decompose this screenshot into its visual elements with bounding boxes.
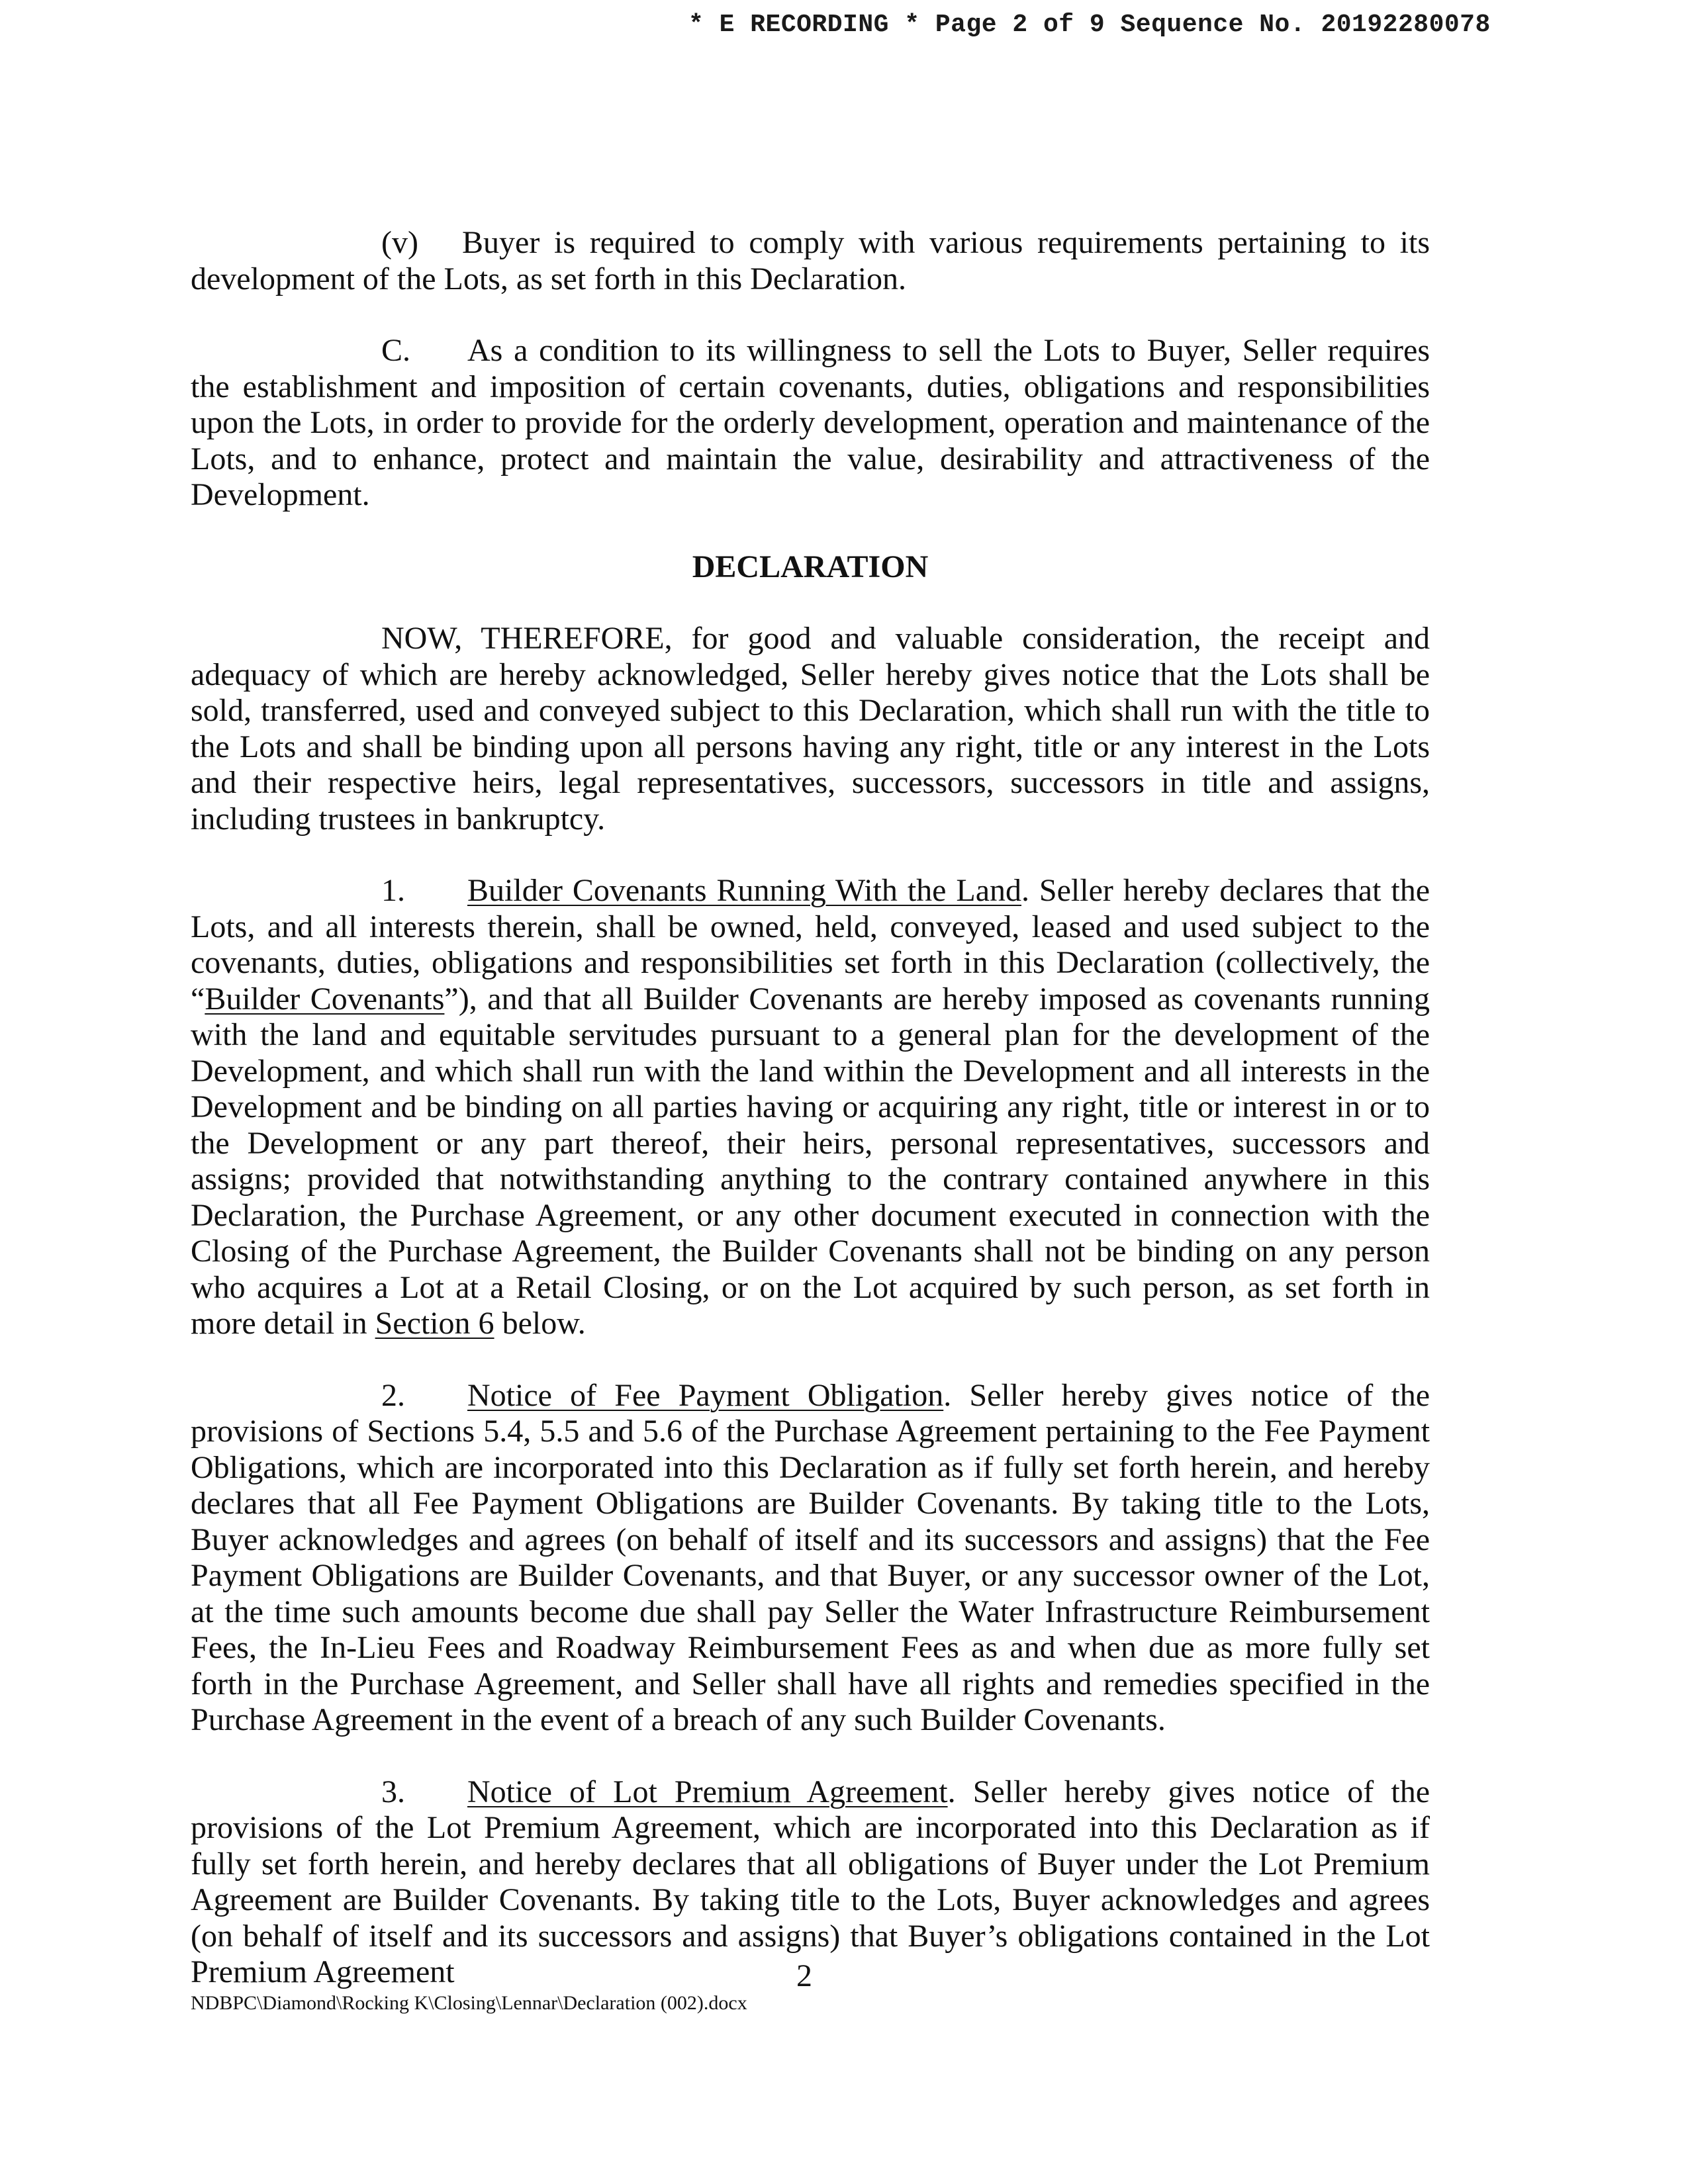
recital-v: [191, 225, 1430, 297]
section-1-number: 1.: [381, 873, 405, 908]
section-1-text-b: ”), and that all Builder Covenants are hereby imposed as covenants running with the land and equitable servitudes pursuant to a general plan for the development of the Development, and which shall run with the land within the Development and all interests in the Development and be binding on all parties having or acquiring any right, title or interest in or to the Development or any part thereof, their heirs, personal representatives, successors and assigns; provided that notwithstanding anything to the contrary contained anywhere in this Declaration, the Purchase Agreement, or any other document executed in connection with the Closing of the Purchase Agreement, the Builder Covenants shall not be binding on any person who acquires a Lot at a Retail Closing, or on the Lot acquired by such person, as set forth in more detail in: [191, 981, 1430, 1341]
section-2: [191, 1378, 1430, 1739]
recital-v-text: Buyer is required to comply with various requirements pertaining to its development of the Lots, as set forth in this Declaration.: [191, 225, 1430, 296]
section-1-defined-term: Builder Covenants: [205, 981, 445, 1017]
section-3-text: . Seller hereby gives notice of the provisions of the Lot Premium Agreement, which are incorporated into this Declaration as if fully set forth herein, and hereby declares that all obligations of Buyer under the Lot Premium Agreement are Builder Covenants. By taking title to the Lots, Buyer acknowledges and agrees (on behalf of itself and its successors and assigns) that Buyer’s obligations contained in the Lot Premium Agreement: [191, 1774, 1430, 1989]
section-1-text-a: . Seller hereby declares that the Lots, and all interests therein, shall be owned, held, conveyed, leased and used subject to the covenants, duties, obligations and responsibilities set forth in this Declaration (collectively, the “: [191, 873, 1430, 1017]
recital-c-marker: C.: [381, 333, 411, 368]
section-1-text-c: below.: [494, 1306, 586, 1341]
section-3-title: Notice of Lot Premium Agreement: [467, 1774, 948, 1809]
recital-c-text: As a condition to its willingness to sell the Lots to Buyer, Seller requires the establishment and imposition of certain covenants, duties, obligations and responsibilities upon the Lots, in order to provide for the orderly development, operation and maintenance of the Lots, and to enhance, protect and maintain the value, desirability and attractiveness of the Development.: [191, 333, 1430, 512]
section-2-title: Notice of Fee Payment Obligation: [467, 1377, 944, 1413]
section-1-title: Builder Covenants Running With the Land: [467, 873, 1022, 908]
recital-c: [191, 333, 1430, 514]
section-3-number: 3.: [381, 1774, 405, 1809]
now-therefore-text: NOW, THEREFORE, for good and valuable consideration, the receipt and adequacy of which are hereby acknowledged, Seller hereby gives notice that the Lots shall be sold, transferred, used and conveyed subject to this Declaration, which shall run with the title to the Lots and shall be binding upon all persons having any right, title or any interest in the Lots and their respective heirs, legal representatives, successors, successors in title and assigns, including trustees in bankruptcy.: [191, 621, 1430, 837]
page-number: 2: [796, 1958, 812, 1993]
recording-header: * E RECORDING * Page 2 of 9 Sequence No. 20192280078: [688, 11, 1491, 39]
section-1: [191, 873, 1430, 1342]
recital-v-marker: (v): [381, 225, 418, 260]
document-body: [191, 225, 1430, 2026]
now-therefore-paragraph: [191, 621, 1430, 837]
section-2-text: . Seller hereby gives notice of the provisions of Sections 5.4, 5.5 and 5.6 of the Purchase Agreement pertaining to the Fee Payment Obligations, which are incorporated into this Declaration as if fully set forth herein, and hereby declares that all Fee Payment Obligations are Builder Covenants. By taking title to the Lots, Buyer acknowledges and agrees (on behalf of itself and its successors and assigns) that the Fee Payment Obligations are Builder Covenants, and that Buyer, or any successor owner of the Lot, at the time such amounts become due shall pay Seller the Water Infrastructure Reimbursement Fees, the In-Lieu Fees and Roadway Reimbursement Fees as and when due as more fully set forth in the Purchase Agreement, and Seller shall have all rights and remedies specified in the Purchase Agreement in the event of a breach of any such Builder Covenants.: [191, 1377, 1430, 1737]
declaration-heading: DECLARATION: [692, 549, 929, 584]
section-2-number: 2.: [381, 1377, 405, 1413]
footer-file-path: NDBPC\Diamond\Rocking K\Closing\Lennar\Declaration (002).docx: [191, 1992, 747, 2014]
section-1-cross-reference: Section 6: [375, 1306, 494, 1341]
